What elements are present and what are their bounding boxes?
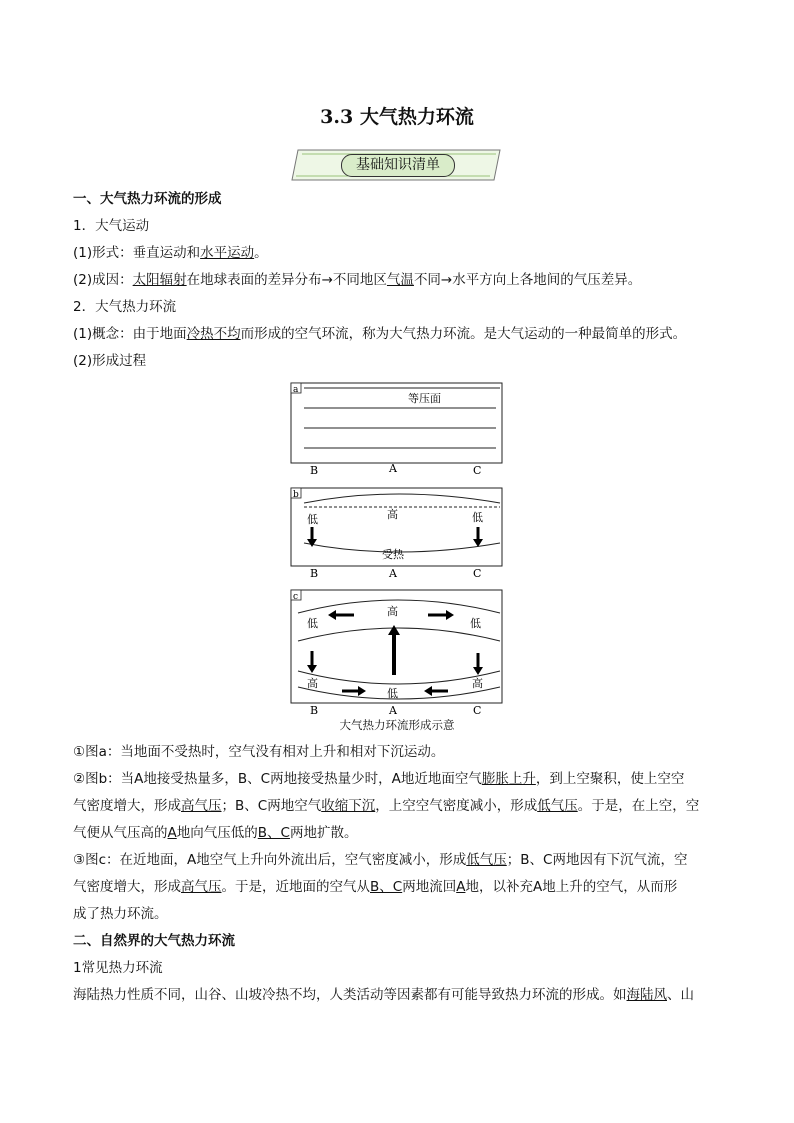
paragraph-form: (1)形式：垂直运动和水平运动。 xyxy=(73,245,268,261)
figure-panel-b xyxy=(290,487,504,581)
figure-panel-a xyxy=(290,382,504,476)
axis-c: C xyxy=(473,464,482,476)
explain-figure-b-line2: 气密度增大，形成高气压；B、C两地空气收缩下沉，上空空气密度减小，形成低气压。于是，在上空，空 xyxy=(73,798,700,814)
panel-c-label: c xyxy=(293,592,299,602)
axis-b: B xyxy=(310,704,319,717)
axis-b: B xyxy=(310,567,319,580)
paragraph-common-circulation: 海陆热力性质不同，山谷、山坡冷热不均，人类活动等因素都有可能导致热力环流的形成。如海陆风、山 xyxy=(73,987,694,1003)
panel-c-low-top-left: 低 xyxy=(307,617,318,630)
axis-a: A xyxy=(389,462,397,475)
axis-a: A xyxy=(389,704,397,717)
panel-c-high-bottom-left: 高 xyxy=(307,677,318,690)
paragraph-process: (2)形成过程 xyxy=(73,353,147,369)
panel-c-low-bottom: 低 xyxy=(387,687,398,700)
paragraph-cause: (2)成因：太阳辐射在地球表面的差异分布→不同地区气温不同→水平方向上各地间的气压差异。 xyxy=(73,272,642,288)
sub-heading-common-circulation: 1常见热力环流 xyxy=(73,960,163,976)
explain-figure-b-line3: 气便从气压高的A地向气压低的B、C两地扩散。 xyxy=(73,825,358,841)
panel-c-low-top-right: 低 xyxy=(470,617,481,630)
isobar-label: 等压面 xyxy=(408,392,441,405)
explain-figure-c-line2: 气密度增大，形成高气压。于是，近地面的空气从B、C两地流回A地，以补充A地上升的空气，从而形 xyxy=(73,879,678,895)
axis-b: B xyxy=(310,464,319,476)
page-title: 3.3 大气热力环流 xyxy=(320,106,474,128)
figure-panel-c xyxy=(290,589,504,717)
axis-a: A xyxy=(389,567,397,580)
panel-b-label: b xyxy=(293,490,299,500)
explain-figure-c-line1: ③图c：在近地面，A地空气上升向外流出后，空气密度减小，形成低气压；B、C两地因有下沉气流，空 xyxy=(73,852,688,868)
section-banner xyxy=(288,146,506,184)
explain-figure-b-line1: ②图b：当A地接受热量多，B、C两地接受热量少时，A地近地面空气膨胀上升，到上空聚积，使上空空 xyxy=(73,771,685,787)
section1-heading: 一、大气热力环流的形成 xyxy=(73,191,222,207)
figure-caption: 大气热力环流形成示意 xyxy=(339,718,455,732)
axis-c: C xyxy=(473,567,482,580)
sub-heading-thermal-circulation: 2．大气热力环流 xyxy=(73,299,177,315)
panel-b-low-right: 低 xyxy=(472,511,483,524)
sub-heading-atmospheric-motion: 1．大气运动 xyxy=(73,218,150,234)
explain-figure-c-line3: 成了热力环流。 xyxy=(73,906,168,922)
panel-b-low-left: 低 xyxy=(307,513,318,526)
axis-c: C xyxy=(473,704,482,717)
explain-figure-a: ①图a：当地面不受热时，空气没有相对上升和相对下沉运动。 xyxy=(73,744,445,760)
panel-b-heated: 受热 xyxy=(382,548,404,561)
panel-b-high: 高 xyxy=(387,508,398,521)
paragraph-concept: (1)概念：由于地面冷热不均而形成的空气环流，称为大气热力环流。是大气运动的一种最简单的形式。 xyxy=(73,326,687,342)
panel-c-high-top: 高 xyxy=(387,605,398,618)
panel-a-label: a xyxy=(293,385,299,395)
banner-label: 基础知识清单 xyxy=(341,154,455,177)
panel-c-high-bottom-right: 高 xyxy=(472,677,483,690)
section2-heading: 二、自然界的大气热力环流 xyxy=(73,933,235,949)
